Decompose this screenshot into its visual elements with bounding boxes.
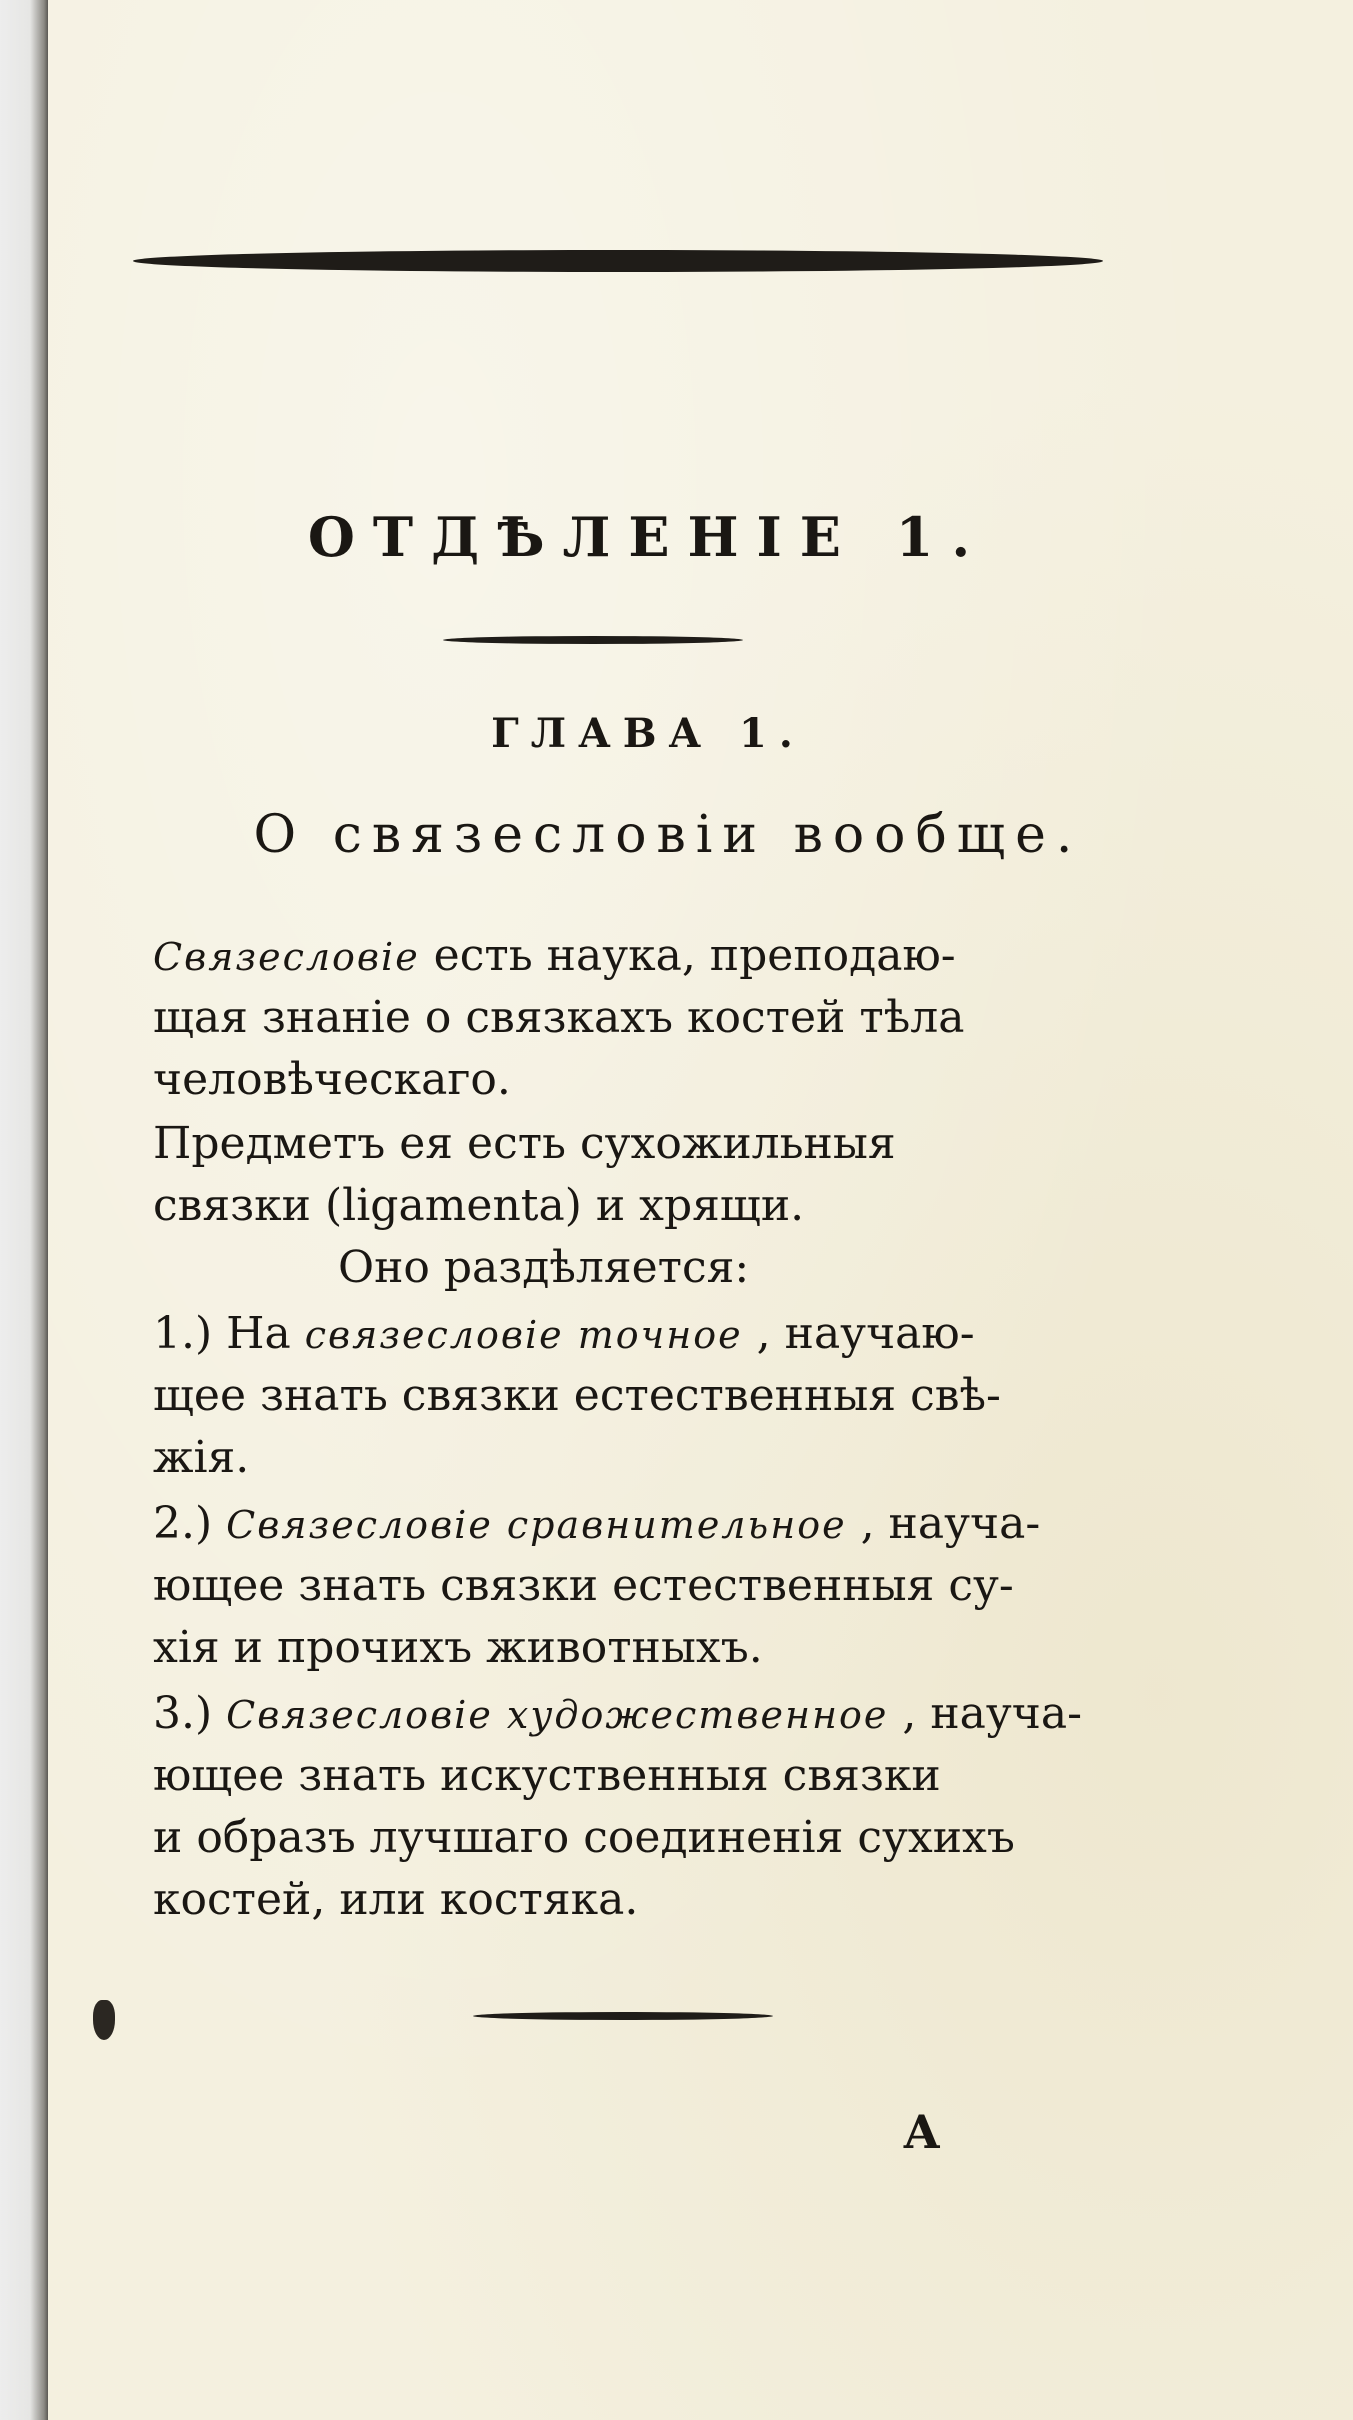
italic-term: связесловіе точное	[304, 1313, 743, 1357]
book-gutter	[0, 0, 52, 2420]
text-line: человѣческаго.	[153, 1054, 511, 1105]
text-span: есть наука, преподаю-	[419, 930, 956, 981]
italic-term: Связесловіе художественное	[226, 1693, 889, 1737]
text-line: хія и прочихъ животныхъ.	[153, 1622, 763, 1673]
signature-mark: А	[903, 2105, 941, 2159]
section-title: ОТДѢЛЕНІЕ 1.	[307, 505, 989, 569]
ink-blot	[93, 2000, 115, 2040]
text-line	[153, 925, 1153, 988]
italic-term: Связесловіе	[153, 935, 420, 979]
text-line: костей, или костяка.	[153, 1874, 639, 1925]
text-line: щее знать связки естественныя свѣ-	[153, 1370, 1001, 1421]
text-line: и образъ лучшаго соединенія сухихъ	[153, 1812, 1015, 1863]
item-number: 1.) На	[153, 1308, 305, 1359]
item-number: 2.)	[153, 1498, 227, 1549]
text-span: , научаю-	[742, 1308, 975, 1359]
text-line: ющее знать искуственныя связки	[153, 1750, 941, 1801]
book-page	[48, 0, 1353, 2420]
text-line	[153, 1493, 1153, 1556]
text-line: связки (ligamenta) и хрящи.	[153, 1180, 805, 1231]
text-line: жія.	[153, 1432, 250, 1483]
italic-term: Связесловіе сравнительное	[226, 1503, 847, 1547]
chapter-label: ГЛАВА 1.	[491, 710, 805, 757]
text-line: ющее знать связки естественныя су-	[153, 1560, 1014, 1611]
text-line	[153, 1683, 1153, 1746]
item-number: 3.)	[153, 1688, 227, 1739]
text-line: щая знаніе о связкахъ костей тѣла	[153, 992, 965, 1043]
bottom-divider-rule	[473, 2012, 773, 2020]
section-divider-rule	[443, 636, 743, 644]
top-ornamental-rule	[133, 250, 1103, 272]
text-line: Оно раздѣляется:	[338, 1242, 750, 1293]
text-span: , науча-	[888, 1688, 1082, 1739]
text-line	[153, 1303, 1153, 1366]
text-span: , науча-	[846, 1498, 1041, 1549]
chapter-title: О связесловіи вообще.	[253, 805, 1083, 865]
text-line: Предметъ ея есть сухожильныя	[153, 1118, 896, 1169]
